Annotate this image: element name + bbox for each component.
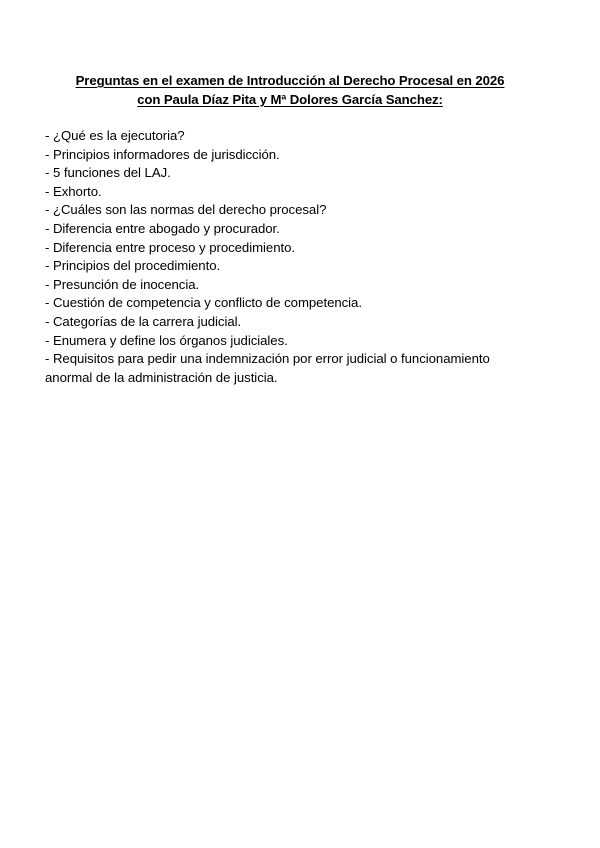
document-title [0,71,572,109]
list-item: - Enumera y define los órganos judiciales. [45,332,288,348]
title-line-1: Preguntas en el examen de Introducción al Derecho Procesal en 2026 [75,73,505,88]
question-list [45,127,535,387]
list-item: - 5 funciones del LAJ. [45,165,171,181]
list-item: - ¿Cuáles son las normas del derecho procesal? [45,202,327,218]
list-item: - Cuestión de competencia y conflicto de competencia. [45,295,362,311]
list-item: - Diferencia entre proceso y procedimiento. [45,239,295,255]
title-line-2: con Paula Díaz Pita y Mª Dolores García Sanchez: [137,92,443,107]
list-item: - ¿Qué es la ejecutoria? [45,128,185,143]
list-item: - Presunción de inocencia. [45,276,200,292]
list-item: - Requisitos para pedir una indemnización por error judicial o funcionamiento anormal de la administración de justicia. [45,351,490,385]
list-item: - Principios informadores de jurisdicción. [45,146,280,162]
list-item: - Principios del procedimiento. [45,258,221,274]
list-item: - Categorías de la carrera judicial. [45,313,242,329]
list-item: - Diferencia entre abogado y procurador. [45,220,280,236]
list-item: - Exhorto. [45,183,102,199]
